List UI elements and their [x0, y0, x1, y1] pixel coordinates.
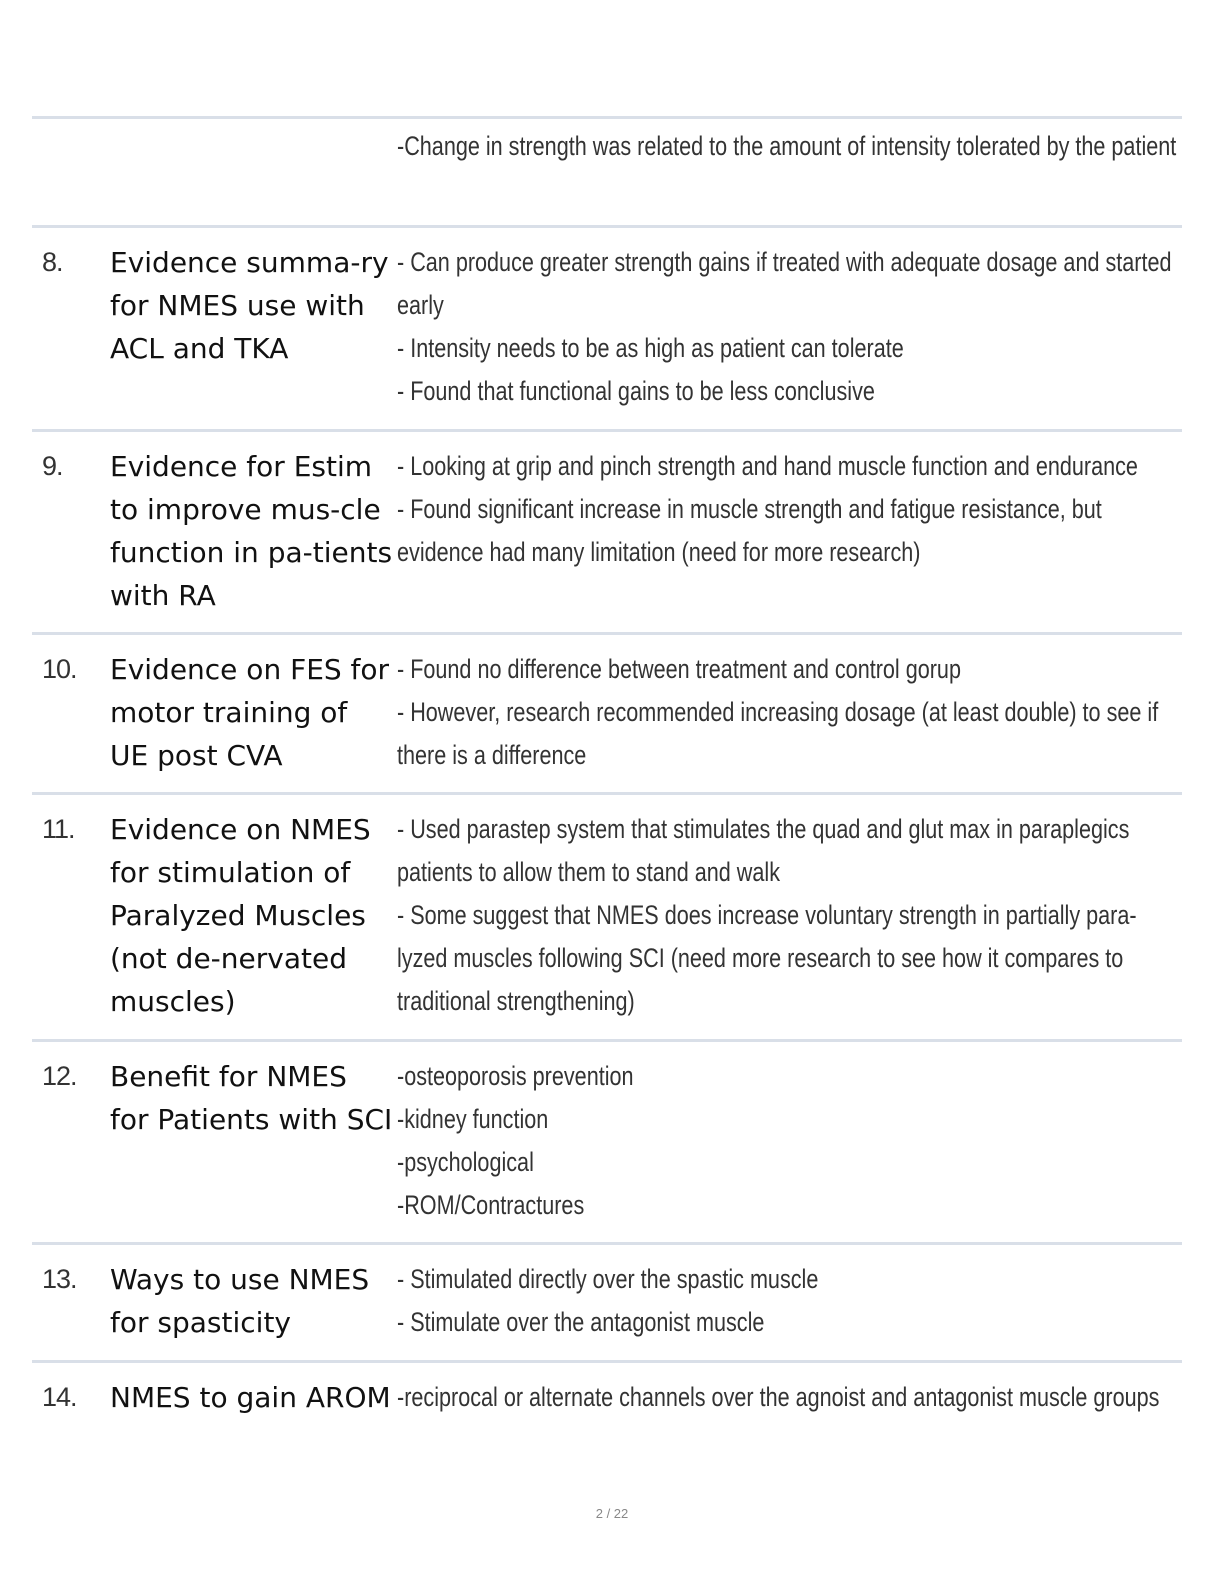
definition-line: - Can produce greater strength gains if treated with adequate dosage and started early — [397, 247, 1172, 320]
table-row — [32, 792, 1182, 1039]
definition-line: -Change in strength was related to the amount of intensity tolerated by the patient — [397, 131, 1177, 161]
table-row — [32, 429, 1182, 632]
flashcard-table — [32, 116, 1182, 1480]
table-row — [32, 225, 1182, 429]
definition-line: - Some suggest that NMES does increase voluntary strength in partially para-lyzed muscles following SCI (need more research to see how it compares to traditional strengthening) — [397, 900, 1137, 1016]
row-term — [110, 125, 397, 225]
definition-line: - Found no difference between treatment and control gorup — [397, 654, 961, 684]
row-definition — [397, 125, 1182, 225]
definition-line: -reciprocal or alternate channels over the agnoist and antagonist muscle groups — [397, 1382, 1160, 1412]
row-number: 10. — [42, 654, 77, 684]
row-number — [32, 125, 110, 225]
row-term: Benefit for NMES for Patients with SCI — [110, 1060, 393, 1136]
table-row — [32, 1360, 1182, 1480]
row-number: 9. — [42, 451, 63, 481]
row-term: Evidence on FES for motor training of UE post CVA — [110, 653, 390, 772]
row-definition — [397, 648, 1182, 792]
row-definition — [397, 241, 1182, 429]
row-number: 14. — [42, 1382, 77, 1412]
row-definition — [397, 1055, 1182, 1242]
definition-line: - Found significant increase in muscle strength and fatigue resistance, but evidence had many limitation (need for more research) — [397, 494, 1102, 567]
row-term: Evidence summa-ry for NMES use with ACL and TKA — [110, 246, 389, 365]
row-number: 12. — [42, 1061, 77, 1091]
row-number: 11. — [42, 814, 75, 844]
row-term: Evidence for Estim to improve mus-cle function in pa-tients with RA — [110, 450, 393, 612]
definition-line: - However, research recommended increasing dosage (at least double) to see if there is a difference — [397, 697, 1159, 770]
table-row — [32, 116, 1182, 225]
page-number: 2 / 22 — [595, 1506, 629, 1521]
row-definition — [397, 808, 1182, 1039]
definition-line: -kidney function — [397, 1104, 549, 1134]
table-row — [32, 1039, 1182, 1242]
row-term: Evidence on NMES for stimulation of Paralyzed Muscles (not de-nervated muscles) — [110, 813, 371, 1018]
row-term: NMES to gain AROM — [110, 1381, 391, 1414]
row-definition — [397, 1258, 1182, 1360]
table-row — [32, 1242, 1182, 1360]
definition-line: - Stimulate over the antagonist muscle — [397, 1307, 765, 1337]
row-number: 8. — [42, 247, 63, 277]
row-term: Ways to use NMES for spasticity — [110, 1263, 370, 1339]
definition-line: -ROM/Contractures — [397, 1190, 585, 1220]
row-number: 13. — [42, 1264, 77, 1294]
table-row — [32, 632, 1182, 792]
definition-line: -osteoporosis prevention — [397, 1061, 634, 1091]
definition-line: - Looking at grip and pinch strength and hand muscle function and endurance — [397, 451, 1138, 481]
definition-line: -psychological — [397, 1147, 534, 1177]
row-definition — [397, 1376, 1182, 1480]
definition-line: - Used parastep system that stimulates the quad and glut max in paraplegics patients to allow them to stand and walk — [397, 814, 1130, 887]
definition-line: - Found that functional gains to be less conclusive — [397, 376, 875, 406]
definition-line: - Intensity needs to be as high as patient can tolerate — [397, 333, 904, 363]
definition-line: - Stimulated directly over the spastic muscle — [397, 1264, 819, 1294]
row-definition — [397, 445, 1182, 632]
